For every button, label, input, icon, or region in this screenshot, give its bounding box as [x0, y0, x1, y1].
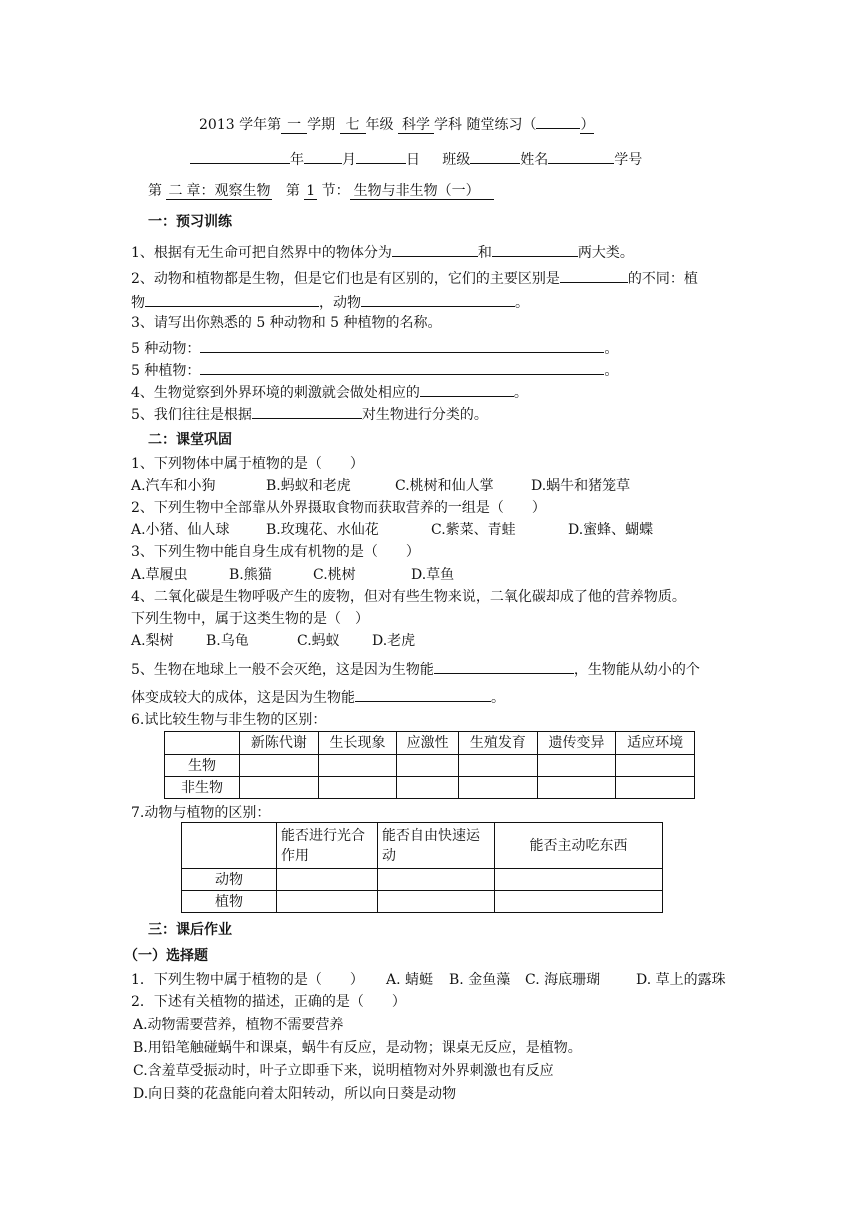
- p1-q4-blank[interactable]: [420, 380, 514, 397]
- p2-q1-option-b[interactable]: B.蚂蚁和老虎: [266, 478, 351, 494]
- p1-q3-animals-label: 5 种动物：: [131, 341, 201, 357]
- t2-cell[interactable]: [378, 891, 495, 913]
- p1-q2-blank2[interactable]: [145, 290, 319, 307]
- t1-cell[interactable]: [240, 777, 319, 799]
- p3-q1: [131, 970, 726, 990]
- p3-q2-option-b[interactable]: B.用铅笔触碰蜗牛和课桌，蜗牛有反应，是动物；课桌无反应，是植物。: [133, 1040, 582, 1056]
- t1-cell[interactable]: [240, 755, 319, 777]
- p2-q1-option-a[interactable]: A.汽车和小狗: [131, 478, 216, 494]
- t1-row-nonliving: 非生物: [165, 777, 240, 799]
- p1-q2-blank1[interactable]: [560, 266, 628, 283]
- p2-q5-text: 5、生物在地球上一般不会灭绝，这是因为生物能: [131, 662, 434, 678]
- t1-header-irritability: 应激性: [397, 732, 459, 755]
- subject-suffix: 学科 随堂练习（: [434, 117, 537, 133]
- p1-q3-plants-label: 5 种植物：: [131, 363, 201, 379]
- t1-header-heredity: 遗传变异: [537, 732, 616, 755]
- student-id-label: 学号: [614, 152, 643, 168]
- grade-suffix: 年级: [365, 117, 394, 133]
- p1-q5-end: 对生物进行分类的。: [361, 407, 488, 423]
- p1-q2-text: 2、动物和植物都是生物，但是它们也是有区别的，它们的主要区别是: [131, 271, 560, 287]
- p1-q1-and: 和: [477, 245, 492, 261]
- p3-q1-option-a[interactable]: A. 蜻蜓: [386, 972, 434, 988]
- t1-cell[interactable]: [318, 777, 397, 799]
- t2-header-movement: 能否自由快速运动: [378, 823, 495, 869]
- p2-q3-option-d[interactable]: D.草鱼: [411, 567, 455, 583]
- t2-row-animal: 动物: [182, 869, 277, 891]
- practice-close: ）: [580, 117, 595, 133]
- p3-q2-option-d[interactable]: D.向日葵的花盘能向着太阳转动，所以向日葵是动物: [133, 1086, 457, 1102]
- p1-q5-blank[interactable]: [252, 402, 362, 419]
- p2-q3-option-b[interactable]: B.熊猫: [229, 567, 272, 583]
- subject-value: 科学: [398, 117, 434, 134]
- t1-cell[interactable]: [459, 777, 538, 799]
- p2-q2-option-c[interactable]: C.紫菜、青蛙: [431, 522, 516, 538]
- p2-q2: 2、下列生物中全部靠从外界摄取食物而获取营养的一组是（ ）: [131, 500, 546, 516]
- t2-header-corner: [182, 823, 277, 869]
- t1-cell[interactable]: [616, 755, 695, 777]
- year-label: 年: [290, 152, 304, 168]
- p1-q1: [131, 240, 634, 263]
- t1-cell[interactable]: [318, 755, 397, 777]
- p2-q2-option-d[interactable]: D.蜜蜂、蝴蝶: [568, 522, 654, 538]
- t1-header-reproduction: 生殖发育: [459, 732, 538, 755]
- grade-value: 七: [340, 117, 366, 134]
- p1-q3-animals: [131, 336, 618, 359]
- p1-q5: [131, 402, 488, 425]
- p2-q3-option-a[interactable]: A.草履虫: [131, 567, 188, 583]
- t2-header-photosynthesis: 能否进行光合作用: [277, 823, 378, 869]
- class-label: 班级: [442, 152, 471, 168]
- p1-q1-blank1[interactable]: [392, 240, 478, 257]
- p2-q2-option-a[interactable]: A.小猪、仙人球: [131, 522, 230, 538]
- part3-subheading: （一）选择题: [124, 948, 208, 964]
- p3-q2-option-c[interactable]: C.含羞草受振动时，叶子立即垂下来，说明植物对外界刺激也有反应: [133, 1063, 554, 1079]
- p1-q3-plants-blank[interactable]: [200, 358, 604, 375]
- comparison-table-2: [181, 822, 663, 913]
- comparison-table-1: [164, 731, 695, 799]
- p3-q1-option-b[interactable]: B. 金鱼藻: [449, 972, 511, 988]
- p3-q2: 2．下述有关植物的描述，正确的是（ ）: [131, 994, 406, 1010]
- t1-header-metabolism: 新陈代谢: [240, 732, 319, 755]
- p2-q5-blank2[interactable]: [355, 685, 491, 702]
- t1-cell[interactable]: [537, 777, 616, 799]
- part3-heading: 三：课后作业: [148, 922, 232, 938]
- t2-header-eating: 能否主动吃东西: [495, 823, 663, 869]
- t2-cell[interactable]: [277, 869, 378, 891]
- p2-q1: 1、下列物体中属于植物的是（ ）: [131, 456, 364, 472]
- year-prefix: 2013 学年第: [199, 117, 282, 133]
- day-label: 日: [406, 152, 420, 168]
- p1-q2-animal: ，动物: [319, 295, 361, 311]
- p2-q2-option-b[interactable]: B.玫瑰花、水仙花: [266, 522, 379, 538]
- p1-q3-plants: [131, 358, 618, 381]
- p1-q3: 3、请写出你熟悉的 5 种动物和 5 种植物的名称。: [131, 315, 442, 331]
- p2-q3: 3、下列生物中能自身生成有机物的是（ ）: [131, 544, 420, 560]
- p3-q1-text: 1．下列生物中属于植物的是（ ）: [131, 972, 364, 988]
- section-number: 1: [306, 183, 316, 199]
- t1-header-adaptation: 适应环境: [616, 732, 695, 755]
- t1-header-corner: [165, 732, 240, 755]
- t2-cell[interactable]: [495, 891, 663, 913]
- month-blank[interactable]: [304, 147, 342, 164]
- p1-q2-blank3[interactable]: [361, 290, 515, 307]
- t1-cell[interactable]: [616, 777, 695, 799]
- p2-q5-end: 。: [491, 690, 505, 706]
- p1-q2: [131, 266, 698, 289]
- p2-q5-text2: ，生物能从幼小的个: [573, 662, 700, 678]
- section-prefix: 第: [285, 183, 300, 199]
- p2-q4-cont: 下列生物中，属于这类生物的是（ ）: [131, 611, 369, 627]
- p1-q3-plants-end: 。: [604, 363, 619, 379]
- name-blank[interactable]: [548, 147, 614, 164]
- p2-q5-text3: 体变成较大的成体，这是因为生物能: [131, 690, 355, 706]
- chapter-title: 章：观察生物: [186, 183, 271, 199]
- p1-q4-end: 。: [513, 385, 528, 401]
- p2-q4-option-d[interactable]: D.老虎: [372, 633, 416, 649]
- t1-cell[interactable]: [537, 755, 616, 777]
- day-blank[interactable]: [356, 147, 406, 164]
- t1-cell[interactable]: [459, 755, 538, 777]
- p1-q2-cont: [131, 290, 529, 313]
- header-title: [199, 112, 594, 135]
- p1-q1-text: 1、根据有无生命可把自然界中的物体分为: [131, 245, 392, 261]
- t2-row-plant: 植物: [182, 891, 277, 913]
- p2-q4-option-a[interactable]: A.梨树: [131, 633, 174, 649]
- p3-q2-option-a[interactable]: A.动物需要营养，植物不需要营养: [133, 1017, 344, 1033]
- p1-q4: [131, 380, 528, 403]
- p1-q3-animals-blank[interactable]: [200, 336, 604, 353]
- p2-q5: [131, 657, 700, 680]
- p1-q4-text: 4、生物觉察到外界环境的刺激就会做处相应的: [131, 385, 420, 401]
- p3-q1-option-c[interactable]: C. 海底珊瑚: [525, 972, 601, 988]
- p2-q7: 7.动物与植物的区别：: [131, 805, 271, 821]
- p1-q2-end: 。: [515, 295, 529, 311]
- p2-q4-option-c[interactable]: C.蚂蚁: [297, 633, 340, 649]
- section-title: 生物与非生物（一）: [350, 183, 494, 200]
- name-label: 姓名: [520, 152, 549, 168]
- p1-q2-plant: 物: [131, 295, 145, 311]
- section-label: 节：: [321, 183, 350, 199]
- semester-value: 一: [281, 117, 307, 134]
- t1-header-growth: 生长现象: [318, 732, 397, 755]
- part1-heading: 一：预习训练: [148, 214, 232, 230]
- p2-q3-option-c[interactable]: C.桃树: [313, 567, 356, 583]
- header-info-line: [190, 147, 642, 170]
- p2-q5-blank1[interactable]: [434, 657, 574, 674]
- t1-row-living: 生物: [165, 755, 240, 777]
- p1-q3-animals-end: 。: [604, 341, 619, 357]
- t2-cell[interactable]: [277, 891, 378, 913]
- chapter-prefix: 第: [148, 183, 162, 199]
- p1-q1-blank2[interactable]: [492, 240, 578, 257]
- p1-q1-end: 两大类。: [577, 245, 634, 261]
- p1-q5-text: 5、我们往往是根据: [131, 407, 252, 423]
- p2-q4-option-b[interactable]: B.乌龟: [206, 633, 249, 649]
- t1-cell[interactable]: [397, 777, 459, 799]
- practice-number-blank[interactable]: [536, 112, 580, 129]
- part2-heading: 二：课堂巩固: [148, 432, 232, 448]
- p2-q4: 4、二氧化碳是生物呼吸产生的废物，但对有些生物来说，二氧化碳却成了他的营养物质。: [131, 589, 686, 605]
- semester-suffix: 学期: [307, 117, 336, 133]
- p1-q2-text2: 的不同：植: [627, 271, 698, 287]
- p3-q1-option-d[interactable]: D. 草上的露珠: [636, 972, 726, 988]
- p2-q1-option-d[interactable]: D.蜗牛和猪笼草: [531, 478, 631, 494]
- p2-q5-cont: [131, 685, 505, 708]
- t2-cell[interactable]: [378, 869, 495, 891]
- year-blank[interactable]: [190, 147, 290, 164]
- p2-q1-option-c[interactable]: C.桃树和仙人掌: [395, 478, 494, 494]
- chapter-number: 二: [168, 183, 183, 199]
- month-label: 月: [342, 152, 356, 168]
- p2-q6: 6.试比较生物与非生物的区别：: [131, 712, 327, 728]
- t2-cell[interactable]: [495, 869, 663, 891]
- class-blank[interactable]: [470, 147, 520, 164]
- chapter-line: [148, 181, 494, 201]
- t1-cell[interactable]: [397, 755, 459, 777]
